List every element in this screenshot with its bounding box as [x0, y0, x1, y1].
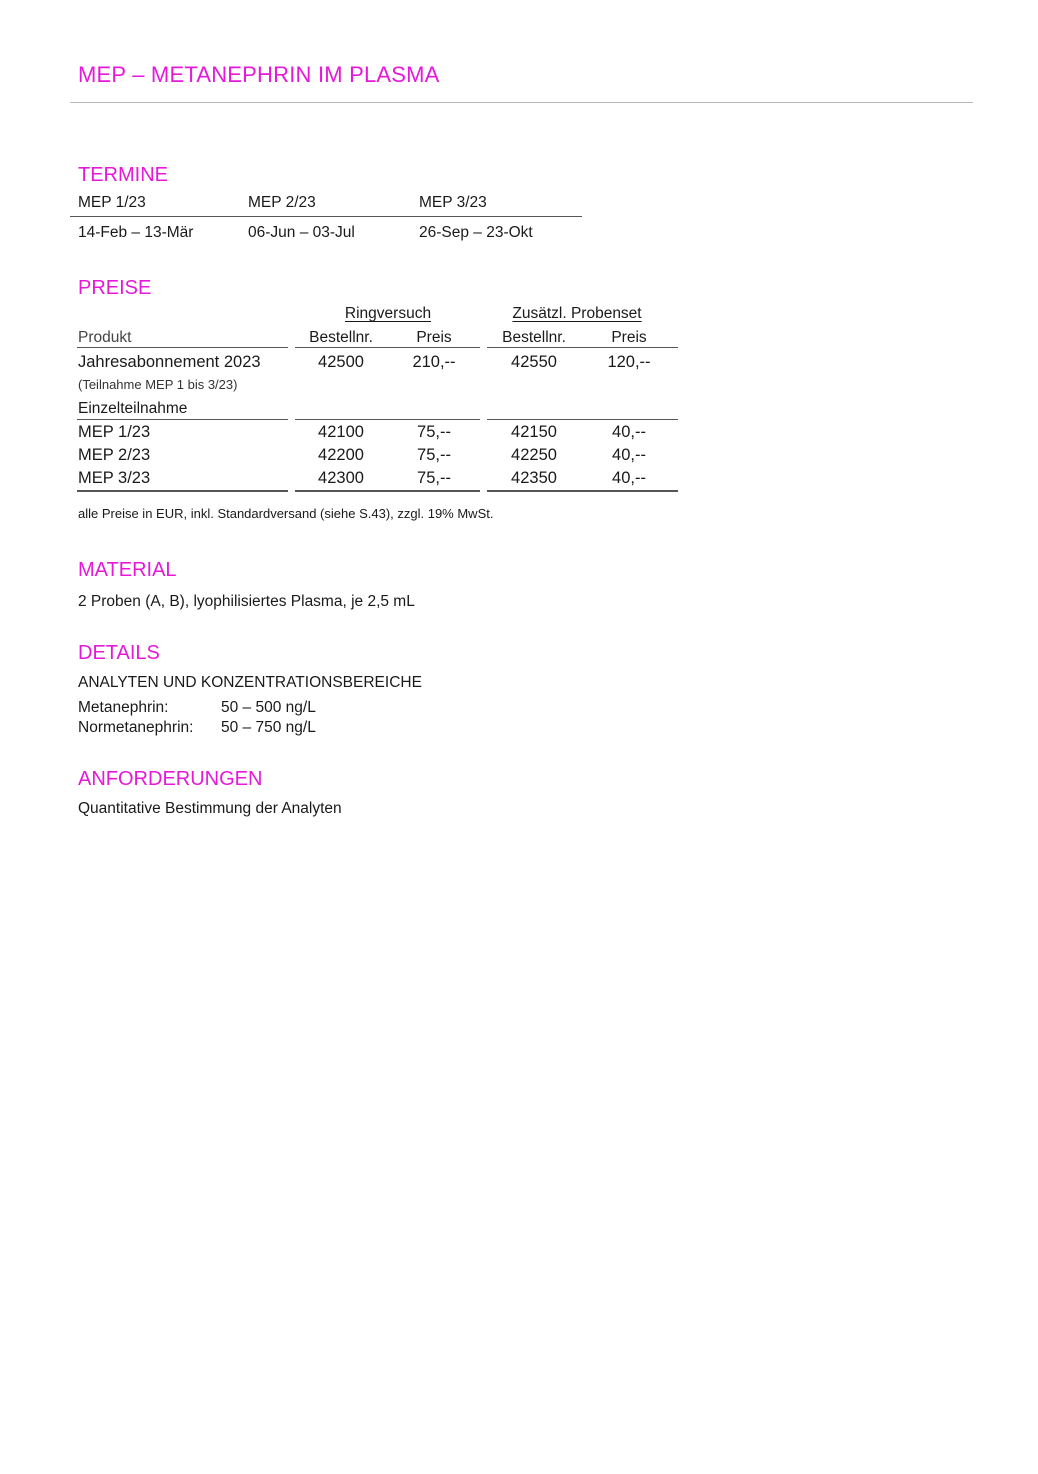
- row-2-produkt: MEP 2/23: [78, 446, 151, 464]
- row-1-bestellnr-probenset: 42150: [511, 423, 557, 441]
- material-heading: MATERIAL: [78, 559, 177, 581]
- row-3-preis-probenset: 40,--: [612, 469, 646, 487]
- title-divider: [70, 102, 973, 103]
- col-bestellnr-ringversuch: Bestellnr.: [309, 329, 373, 346]
- einzel-rule-produkt: [77, 419, 288, 420]
- abo-preis-ringversuch: 210,--: [412, 353, 456, 371]
- einzel-label: Einzelteilnahme: [78, 400, 188, 417]
- termine-col-2: MEP 2/23: [248, 194, 316, 211]
- termine-heading: TERMINE: [78, 164, 168, 186]
- row-1-preis-ringversuch: 75,--: [417, 423, 451, 441]
- abo-preis-probenset: 120,--: [607, 353, 651, 371]
- analyte-range-1: 50 – 500 ng/L: [221, 699, 316, 716]
- col-produkt: Produkt: [78, 329, 132, 346]
- preise-footnote: alle Preise in EUR, inkl. Standardversand (siehe S.43), zzgl. 19% MwSt.: [78, 506, 494, 521]
- details-heading: DETAILS: [78, 642, 160, 664]
- group-probenset: Zusätzl. Probenset: [512, 305, 642, 322]
- einzel-rule-ringversuch: [295, 419, 480, 420]
- row-2-preis-ringversuch: 75,--: [417, 446, 451, 464]
- group-ringversuch: Ringversuch: [344, 305, 432, 322]
- row-3-bestellnr-probenset: 42350: [511, 469, 557, 487]
- row-3-bestellnr-ringversuch: 42300: [318, 469, 364, 487]
- material-text: 2 Proben (A, B), lyophilisiertes Plasma, je 2,5 mL: [78, 593, 415, 610]
- anforderungen-heading: ANFORDERUNGEN: [78, 768, 263, 790]
- bottom-rule-ringversuch: [295, 490, 480, 492]
- bottom-rule-produkt: [77, 490, 288, 492]
- termine-col-1: MEP 1/23: [78, 194, 146, 211]
- termine-divider: [70, 216, 582, 217]
- row-3-produkt: MEP 3/23: [78, 469, 151, 487]
- row-2-bestellnr-probenset: 42250: [511, 446, 557, 464]
- col-preis-probenset: Preis: [611, 329, 647, 346]
- details-subheading: ANALYTEN UND KONZENTRATIONSBEREICHE: [78, 674, 422, 691]
- row-1-produkt: MEP 1/23: [78, 423, 151, 441]
- row-2-preis-probenset: 40,--: [612, 446, 646, 464]
- col-preis-ringversuch: Preis: [416, 329, 452, 346]
- bottom-rule-probenset: [487, 490, 678, 492]
- termine-col-3: MEP 3/23: [419, 194, 487, 211]
- anforderungen-text: Quantitative Bestimmung der Analyten: [78, 800, 342, 817]
- termine-date-3: 26-Sep – 23-Okt: [419, 224, 533, 241]
- row-1-bestellnr-ringversuch: 42100: [318, 423, 364, 441]
- header-rule-ringversuch: [295, 347, 480, 348]
- abo-label: Jahresabonnement 2023: [78, 353, 261, 371]
- termine-date-1: 14-Feb – 13-Mär: [78, 224, 194, 241]
- abo-bestellnr-ringversuch: 42500: [318, 353, 364, 371]
- page-title: MEP – METANEPHRIN IM PLASMA: [78, 62, 440, 87]
- row-3-preis-ringversuch: 75,--: [417, 469, 451, 487]
- col-bestellnr-probenset: Bestellnr.: [502, 329, 566, 346]
- row-1-preis-probenset: 40,--: [612, 423, 646, 441]
- termine-date-2: 06-Jun – 03-Jul: [248, 224, 355, 241]
- header-rule-produkt: [77, 347, 288, 348]
- abo-sublabel: (Teilnahme MEP 1 bis 3/23): [78, 377, 238, 392]
- analyte-name-2: Normetanephrin:: [78, 719, 194, 736]
- row-2-bestellnr-ringversuch: 42200: [318, 446, 364, 464]
- analyte-range-2: 50 – 750 ng/L: [221, 719, 316, 736]
- abo-bestellnr-probenset: 42550: [511, 353, 557, 371]
- analyte-name-1: Metanephrin:: [78, 699, 169, 716]
- header-rule-probenset: [487, 347, 678, 348]
- einzel-rule-probenset: [487, 419, 678, 420]
- preise-heading: PREISE: [78, 277, 152, 299]
